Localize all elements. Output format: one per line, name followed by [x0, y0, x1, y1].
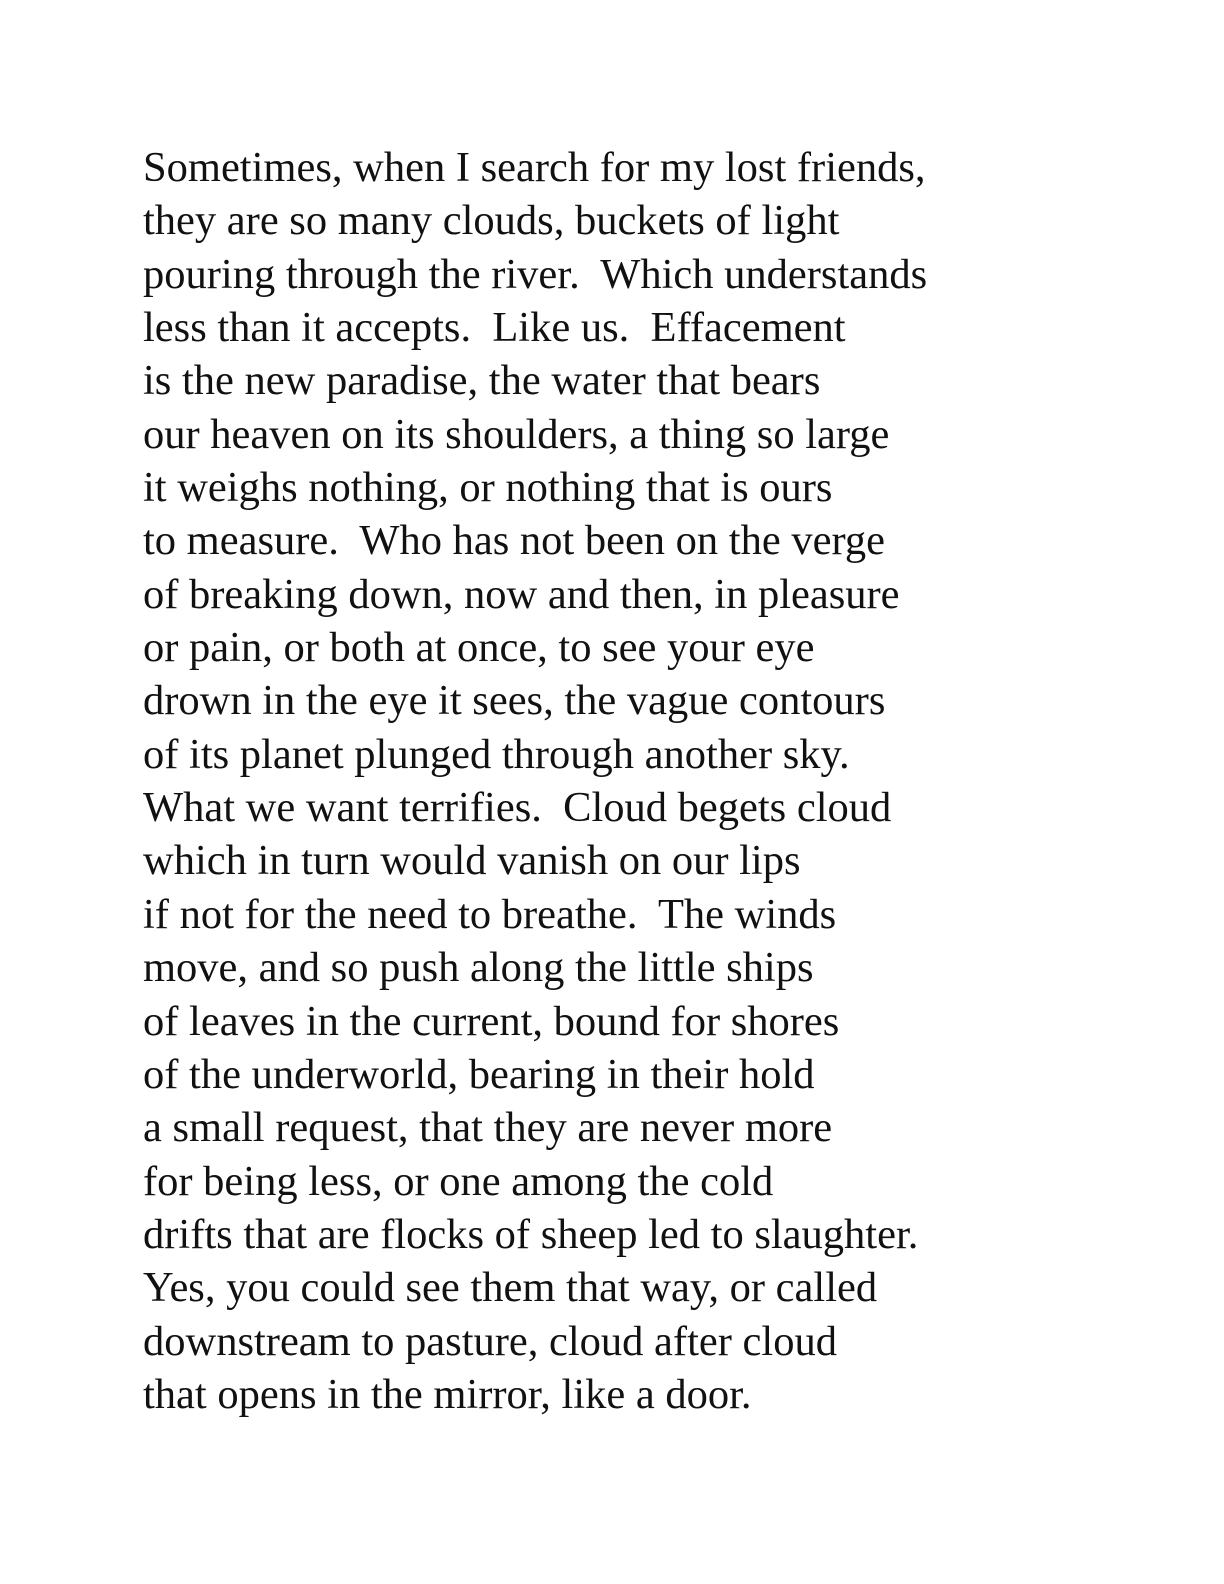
poem-line: downstream to pasture, cloud after cloud [143, 1317, 837, 1365]
poem-text [143, 141, 927, 1421]
poem-line: of the underworld, bearing in their hold [143, 1050, 815, 1098]
poem-line: move, and so push along the little ships [143, 944, 814, 992]
poem-line: drown in the eye it sees, the vague contours [143, 677, 886, 725]
poem-line: it weighs nothing, or nothing that is ours [143, 464, 833, 512]
poem-line: Yes, you could see them that way, or called [143, 1264, 878, 1312]
poem-line: they are so many clouds, buckets of light [143, 197, 840, 245]
poem-line: or pain, or both at once, to see your eye [143, 624, 815, 672]
poem-line: which in turn would vanish on our lips [143, 837, 801, 885]
poem-line: a small request, that they are never more [143, 1104, 833, 1152]
poem-line: What we want terrifies. Cloud begets cloud [143, 784, 892, 832]
poem-line: of its planet plunged through another sky. [143, 730, 850, 778]
poem-line: is the new paradise, the water that bears [143, 357, 821, 405]
poem-line: less than it accepts. Like us. Effacement [143, 304, 846, 352]
poem-line: drifts that are flocks of sheep led to slaughter. [143, 1210, 919, 1258]
poem-line: of leaves in the current, bound for shores [143, 997, 840, 1045]
poem-line: that opens in the mirror, like a door. [143, 1370, 752, 1418]
poem-line: pouring through the river. Which understands [143, 250, 928, 298]
poem-line: our heaven on its shoulders, a thing so large [143, 410, 890, 458]
poem-line: if not for the need to breathe. The winds [143, 890, 837, 938]
poem-line: of breaking down, now and then, in pleasure [143, 570, 900, 618]
poem-line: for being less, or one among the cold [143, 1157, 774, 1205]
poem-line: Sometimes, when I search for my lost friends, [143, 144, 926, 191]
poem-line: to measure. Who has not been on the verge [143, 517, 885, 565]
